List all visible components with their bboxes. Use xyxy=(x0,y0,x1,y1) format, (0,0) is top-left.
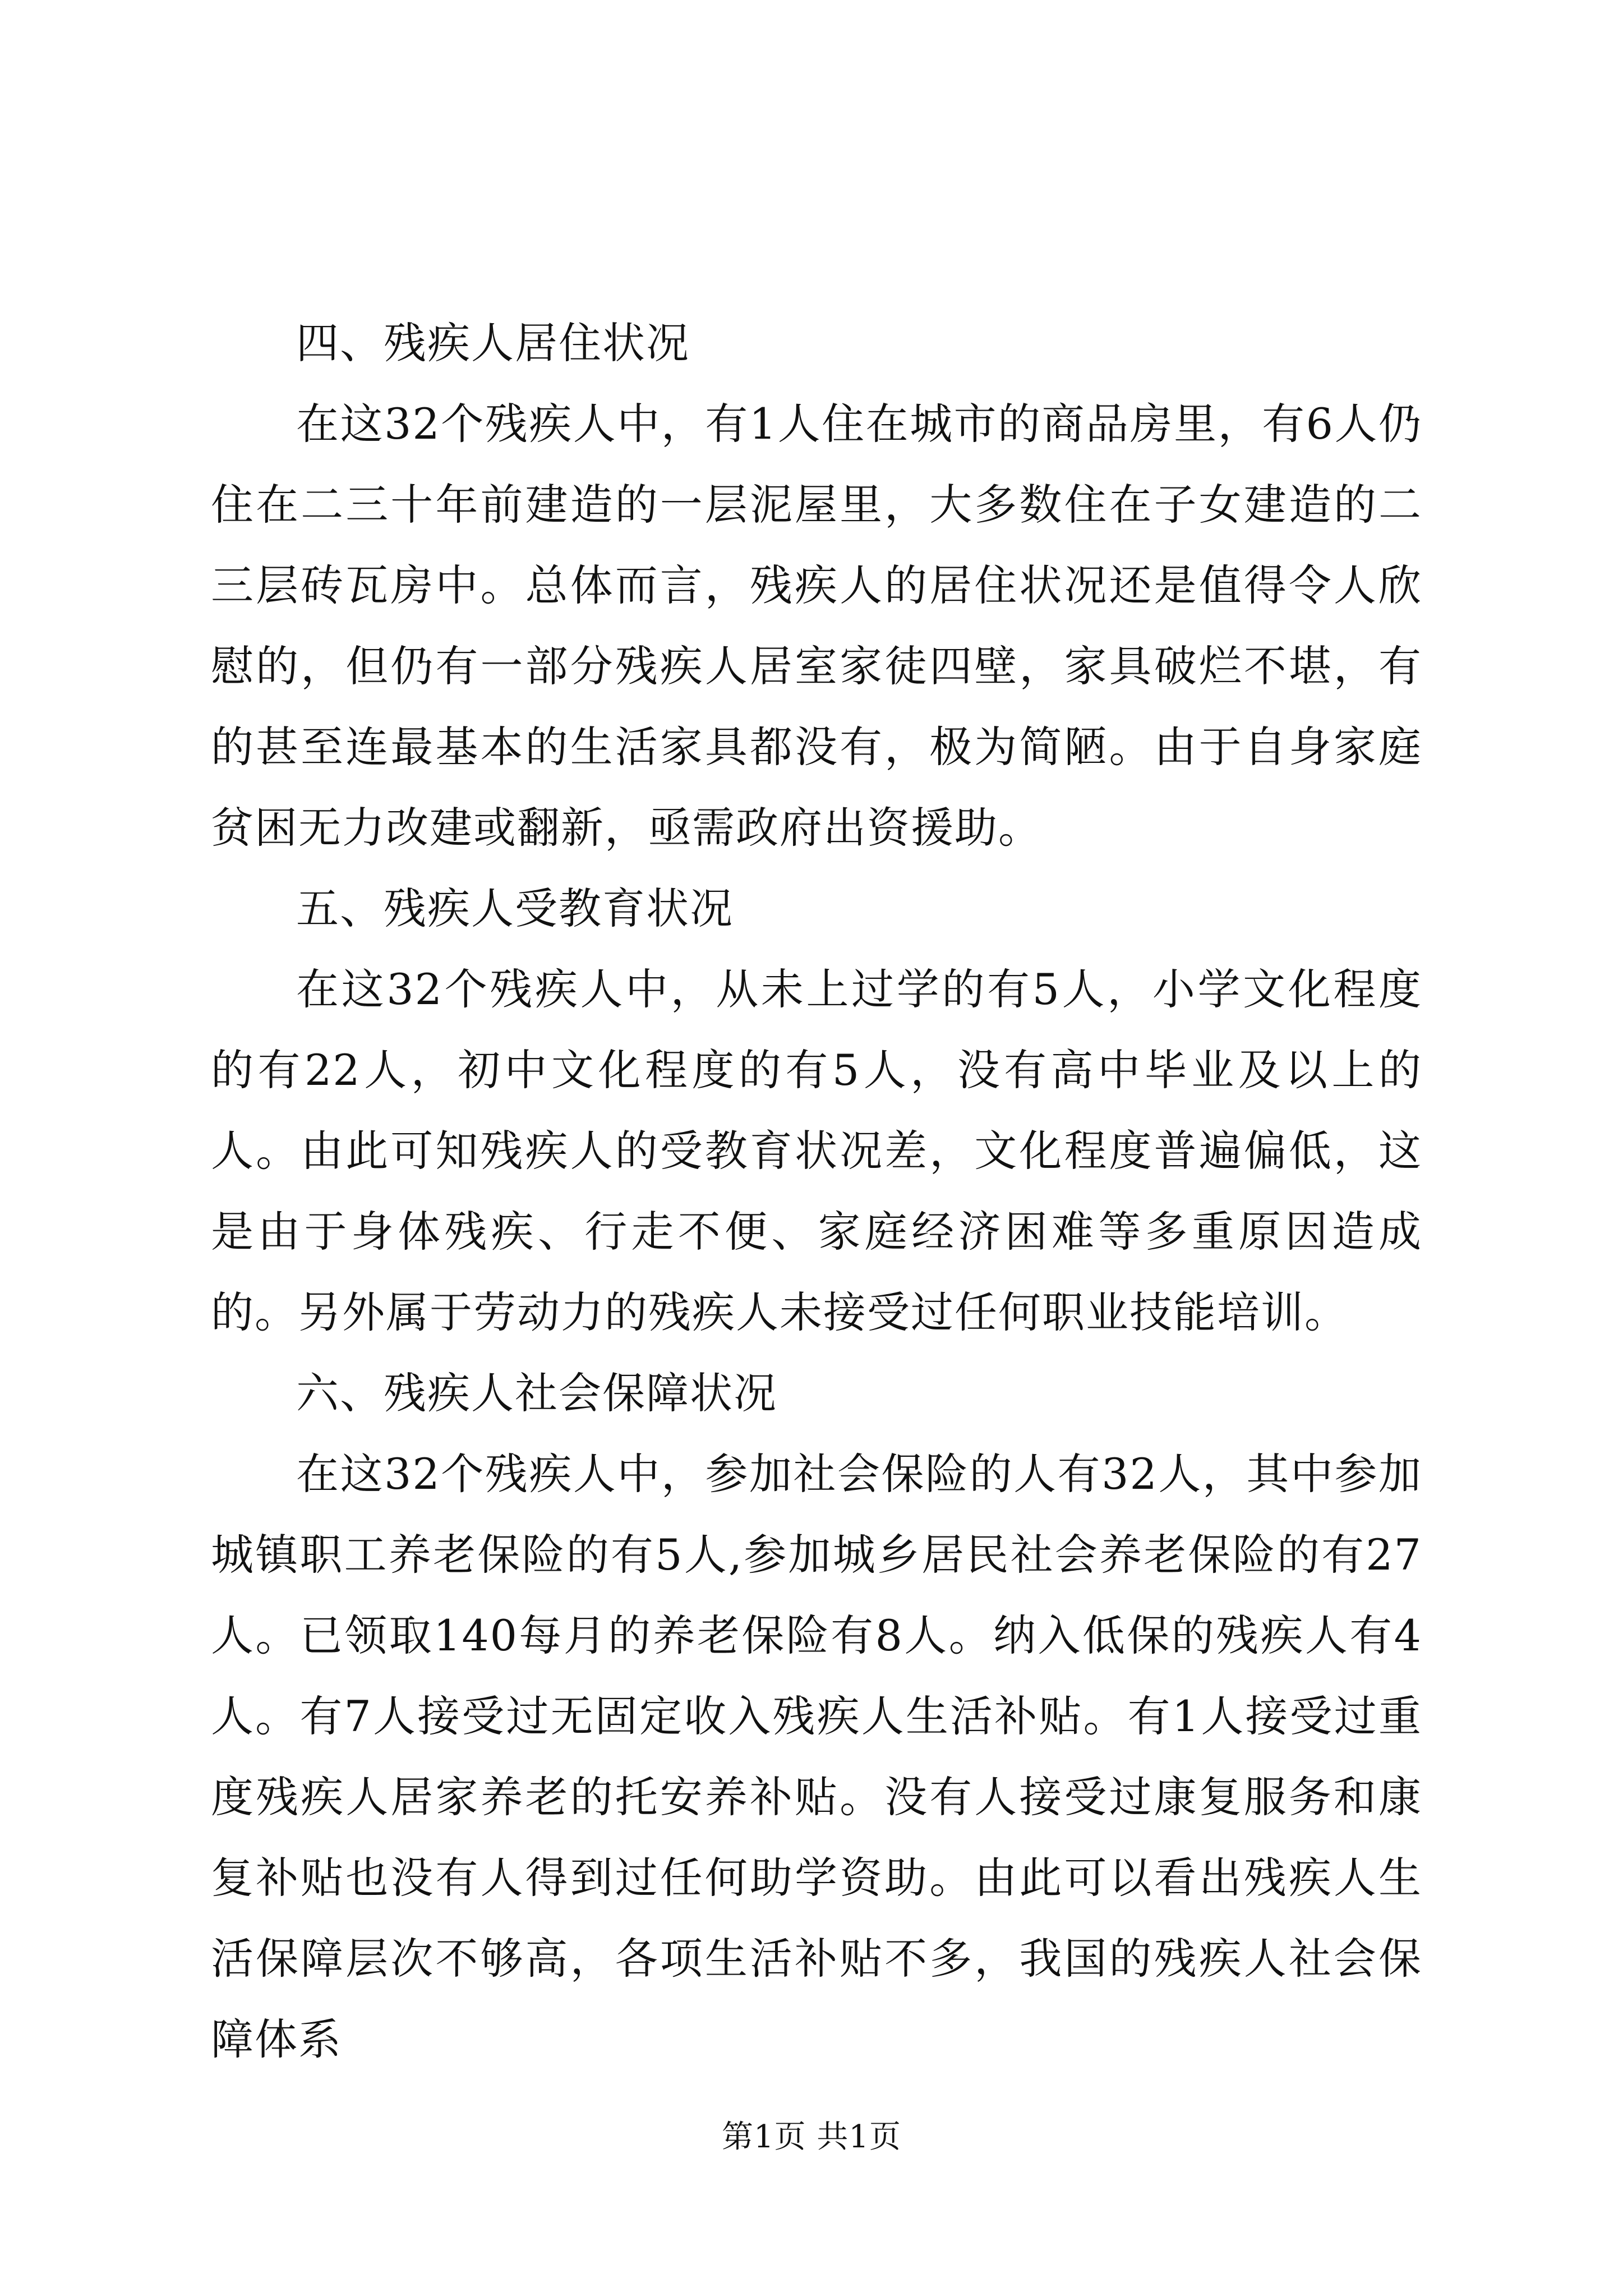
section-paragraph-education: 在这32个残疾人中，从未上过学的有5人，小学文化程度的有22人，初中文化程度的有5人，没有高中毕业及以上的人。由此可知残疾人的受教育状况差，文化程度普遍偏低，这是由于身体残疾、行走不便、家庭经济困难等多重原因造成的。另外属于劳动力的残疾人未接受过任何职业技能培训。 xyxy=(211,964,1422,1337)
section-heading-social-security: 六、残疾人社会保障状况 xyxy=(296,1368,777,1418)
section-heading-housing: 四、残疾人居住状况 xyxy=(296,318,690,368)
document-body xyxy=(211,303,1422,2080)
section-heading-education: 五、残疾人受教育状况 xyxy=(296,884,734,933)
section-paragraph-social-security: 在这32个残疾人中，参加社会保险的人有32人，其中参加城镇职工养老保险的有5人,参加城乡居民社会养老保险的有27人。已领取140每月的养老保险有8人。纳入低保的残疾人有4人。有7人接受过无固定收入残疾人生活补贴。有1人接受过重度残疾人居家养老的托安养补贴。没有人接受过康复服务和康复补贴也没有人得到过任何助学资助。由此可以看出残疾人生活保障层次不够高，各项生活补贴不多，我国的残疾人社会保障体系 xyxy=(211,1449,1422,2064)
page-footer: 第1页 共1页 xyxy=(721,2119,902,2155)
section-paragraph-housing: 在这32个残疾人中，有1人住在城市的商品房里，有6人仍住在二三十年前建造的一层泥屋里，大多数住在子女建造的二三层砖瓦房中。总体而言，残疾人的居住状况还是值得令人欣慰的，但仍有一部分残疾人居室家徒四壁，家具破烂不堪，有的甚至连最基本的生活家具都没有，极为简陋。由于自身家庭贫困无力改建或翻新，亟需政府出资援助。 xyxy=(211,399,1422,853)
